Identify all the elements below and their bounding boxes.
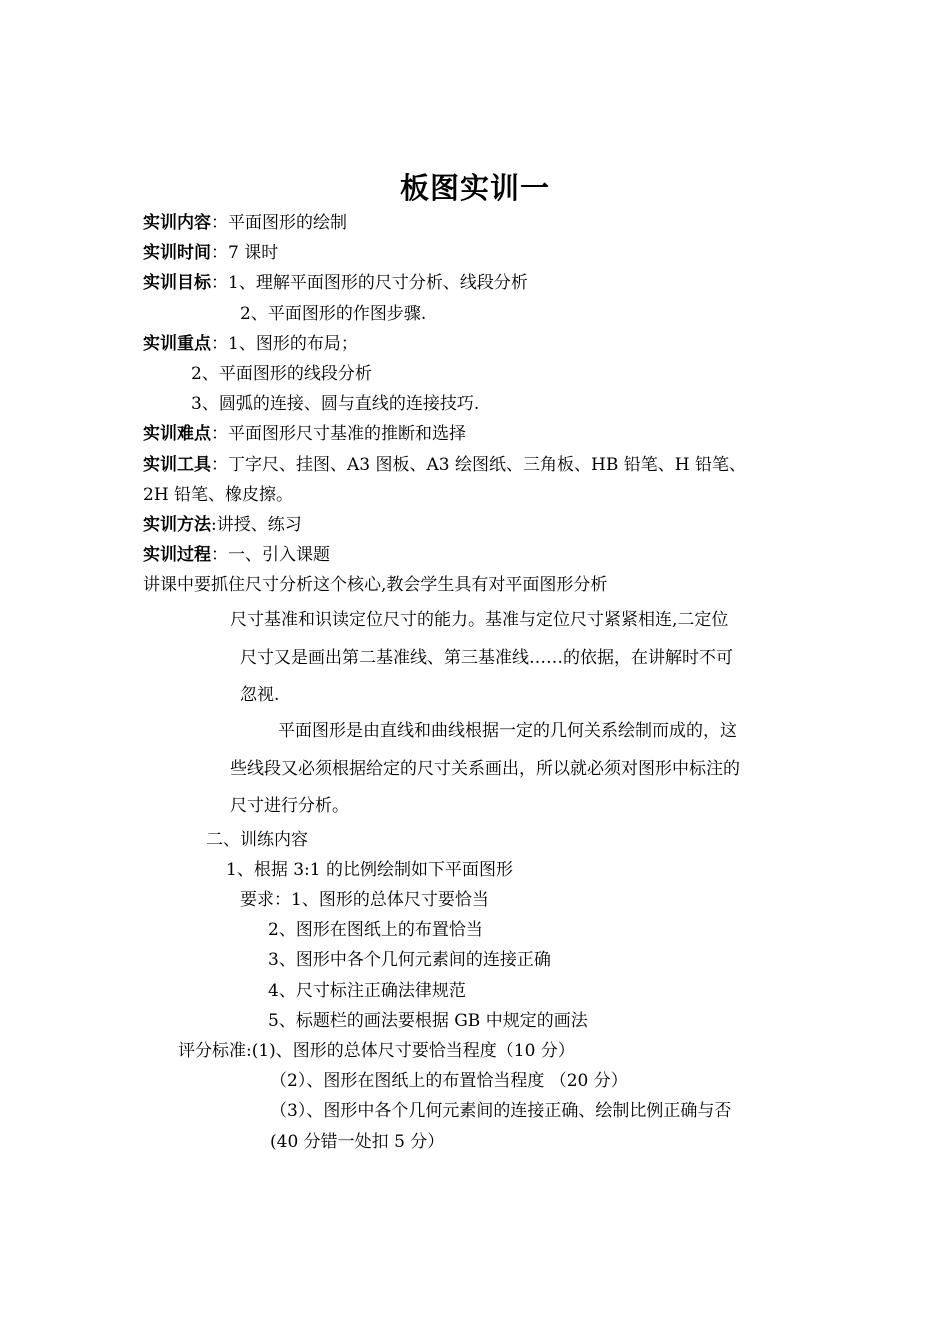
process-text: ：一、引入课题 <box>211 545 330 565</box>
body-line-1: 讲课中要抓住尺寸分析这个核心,教会学生具有对平面图形分析 <box>143 575 608 595</box>
section-heading: 二、训练内容 <box>206 830 308 850</box>
tools-label: 实训工具 <box>143 455 211 475</box>
body-line-6: 些线段又必须根据给定的尺寸关系画出，所以就必须对图形中标注的 <box>230 759 740 779</box>
body-line-3: 尺寸又是画出第二基准线、第三基准线……的依据，在讲解时不可 <box>240 648 733 668</box>
goal-line <box>143 272 528 294</box>
method-label: 实训方法 <box>143 515 211 535</box>
requirement-5: 5、标题栏的画法要根据 GB 中规定的画法 <box>268 1011 588 1031</box>
key-text: ：1、图形的布局； <box>211 334 358 354</box>
body-line-7: 尺寸进行分析。 <box>230 796 349 816</box>
body-line-5: 平面图形是由直线和曲线根据一定的几何关系绘制而成的，这 <box>278 721 737 741</box>
goal-line-2: 2、平面图形的作图步骤. <box>240 304 427 324</box>
method-text: :讲授、练习 <box>211 515 302 535</box>
scoring-line-1: 评分标准:(1)、图形的总体尺寸要恰当程度（10 分） <box>178 1041 575 1061</box>
body-line-2: 尺寸基准和识读定位尺寸的能力。基准与定位尺寸紧紧相连,二定位 <box>230 610 729 630</box>
content-text: ：平面图形的绘制 <box>211 213 347 233</box>
time-text: ：7 课时 <box>211 243 279 263</box>
tools-line <box>143 454 746 476</box>
difficulty-label: 实训难点 <box>143 424 211 444</box>
method-line <box>143 514 302 536</box>
goal-label: 实训目标 <box>143 273 211 293</box>
difficulty-line <box>143 423 466 445</box>
process-line <box>143 544 330 566</box>
key-label: 实训重点 <box>143 334 211 354</box>
key-line-3: 3、圆弧的连接、圆与直线的连接技巧. <box>191 394 480 414</box>
time-line <box>143 242 278 264</box>
page-title: 板图实训一 <box>399 171 550 205</box>
time-label: 实训时间 <box>143 243 211 263</box>
scoring-line-4: (40 分错一处扣 5 分） <box>270 1132 445 1152</box>
content-label: 实训内容 <box>143 213 211 233</box>
key-line-2: 2、平面图形的线段分析 <box>191 364 372 384</box>
difficulty-text: ：平面图形尺寸基准的推断和选择 <box>211 424 466 444</box>
requirement-1: 要求：1、图形的总体尺寸要恰当 <box>240 890 489 910</box>
process-label: 实训过程 <box>143 545 211 565</box>
tools-text: ：丁字尺、挂图、A3 图板、A3 绘图纸、三角板、HB 铅笔、H 铅笔、 <box>211 455 746 475</box>
scoring-line-3: （3）、图形中各个几何元素间的连接正确、绘制比例正确与否 <box>270 1101 732 1121</box>
key-line <box>143 333 358 355</box>
body-line-4: 忽视. <box>240 685 280 705</box>
task-line: 1、根据 3:1 的比例绘制如下平面图形 <box>226 860 513 880</box>
requirement-3: 3、图形中各个几何元素间的连接正确 <box>268 950 551 970</box>
requirement-4: 4、尺寸标注正确法律规范 <box>268 981 466 1001</box>
tools-line-2: 2H 铅笔、橡皮擦。 <box>143 485 294 505</box>
content-line <box>143 212 347 234</box>
requirement-2: 2、图形在图纸上的布置恰当 <box>268 920 483 940</box>
goal-text: ：1、理解平面图形的尺寸分析、线段分析 <box>211 273 528 293</box>
scoring-line-2: （2）、图形在图纸上的布置恰当程度 （20 分） <box>270 1071 628 1091</box>
